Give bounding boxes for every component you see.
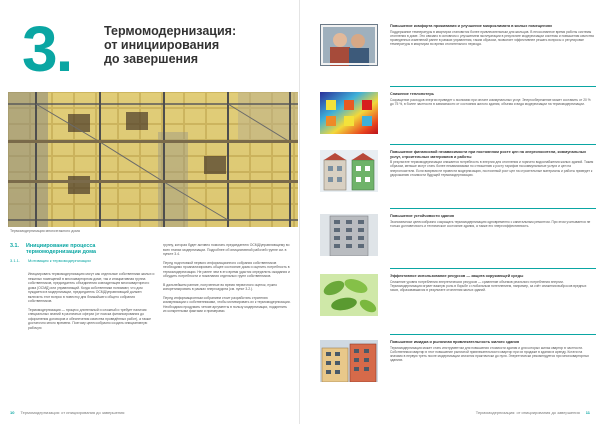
photo-caption: Термомодернизация многоэтажного дома	[10, 229, 80, 233]
benefit-text	[390, 214, 594, 256]
paragraph: Перед информационным собранием стоит разработать стратегию коммуникации с собственниками, чтобы мотивировать их к термомодернизации. Необходимо продумать четкие аргументы в пользу модернизации, подкрепить их конкретными фактами и примерами.	[163, 295, 291, 313]
subsection-number: 3.1.1.	[10, 258, 21, 264]
paragraph: группу, которая будет активно помогать председателю ОСМД/управляющему во всех этапах модернизации. Подробнее об инициативной рабочей группе см. в пункте 3.4.	[163, 243, 290, 256]
benefit-body: Сокращение расходов энергии приведет к экономии при оплате коммунальных услуг. Энергосбережение может составить от 20 % до 75 %, в более частности в зависимости от состояния жилого здания, объема и вида модернизации на термомодернизации.	[390, 97, 591, 106]
renovated-buildings-photo	[320, 340, 378, 382]
divider	[390, 334, 596, 335]
benefit-title: Повышение финансовой независимости при постоянном росте цен на энергоносители, коммунальных услуг, строительных материалов и работы	[390, 150, 587, 159]
benefit-item	[320, 150, 596, 192]
benefit-body: Экономически целесообразно сокращать термомодернизацию одновременно с капитальным ремонтом. При этом учитывается не только долговечность и техническое состояние здания, а также его энергоэффективность.	[390, 219, 591, 228]
thermal-image-photo	[320, 92, 378, 134]
body-column-a	[28, 272, 156, 334]
benefit-body: Снижение уровня потребления энергетических ресурсов — сравнение объемов реального потребления энергии. Термомодернизация играет важную роль в борьбе с глобальным потеплением, например, за счёт снижения выбросов вредных газов, образовавшихся в результате отопления жилых зданий.	[390, 279, 587, 293]
paragraph: Инициировать термомодернизацию могут как отдельные собственники жилых и нежилых помещений в многоквартирном доме, так и инициативная группа собственников, председатель объединения совладельцев многоквартирного дома (ОСМД) или управляющий. Когда собственники понимают, что дом нуждается в модернизации, председатель ОСМД/управляющий должен включить этот вопрос в повестку дня ближайшего общего собрания собственников.	[28, 272, 155, 303]
divider	[390, 208, 596, 209]
running-title: Термомодернизация: от инициирования до завершения	[20, 410, 125, 415]
section-title-text: Инициирование процесса термомодернизации дома	[26, 243, 97, 256]
body-column-b	[163, 243, 291, 318]
subsection-title-text: Мотивация к термомодернизации	[28, 258, 91, 264]
residents-window-photo	[320, 24, 378, 66]
benefit-item	[320, 24, 596, 66]
right-page	[300, 0, 600, 424]
benefit-title: Повышение устойчивости здания	[390, 214, 454, 218]
benefit-title: Повышение комфорта проживания и улучшение микроклимата в жилых помещениях	[390, 24, 553, 28]
page-number: 10	[10, 410, 15, 415]
benefit-text	[390, 150, 594, 192]
section-heading	[10, 243, 150, 263]
benefit-body: Термомодернизация может стать инструментом для повышения стоимости здания и для которых жилья квартир в частности. Собственники квартир в этот повышение рыночной привлекательности квартир при их продаже в здании в аренду. Кстати на значимо в первую треть после модернизации снизится практически до нуля. Энергетически рекомендуется при многоквартирных зданиях.	[390, 345, 590, 363]
page-footer	[10, 410, 124, 415]
divider	[390, 268, 596, 269]
divider	[390, 86, 596, 87]
page-footer	[476, 410, 590, 415]
benefit-text	[390, 340, 594, 382]
green-leaves-photo	[320, 274, 378, 316]
paragraph: Термомодернизация — процесс длительный и сложный и требует наличия специальных знаний в различных сферах (от поиска финансирования до оформления договоров и обеспечения качества проведённых работ), а также достаточно много времени. Поэтому целесообразно создать инициативную рабочую	[28, 307, 151, 330]
divider	[390, 144, 596, 145]
facade-renovation-photo	[320, 150, 378, 192]
benefit-item	[320, 340, 596, 382]
chapter-title	[104, 24, 294, 66]
benefit-text	[390, 274, 594, 316]
benefit-item	[320, 92, 596, 134]
paragraph: Перед подготовкой первого информационного собрания собственников необходимо проанализировать общее состояние дома и оценить потребность в термомодернизации. Не ранее чем в это время удастся определить ожидания и обсудить потребности и пожелания отдельных групп собственников.	[163, 260, 290, 278]
subsection-title	[10, 258, 150, 263]
benefit-title: Снижение теплопотерь	[390, 92, 435, 96]
benefit-body: В результате термомодернизации снижается потребность в энергии для отопления и горячего водоснабжения жилых зданий. Таким образом, меньше могут стать более независимыми по отношению к росту тарифов на коммунальные услуги и цен на энергоносители. Если вовремя не провести модернизацию, постоянный рост цен на строительные материалы и работы приведет к удорожанию стоимости будущей термомодернизации.	[390, 160, 594, 178]
insulation-scaffolding-photo	[8, 92, 298, 227]
chapter-title-line: до завершения	[104, 52, 199, 66]
benefit-body: Поддержание температуры в квартирах становится более привлекательным для жильцов. В неосознанное время работы системы отопления в доме. Это связано в основном с улучшением эксплуатации в результате модернизации системы и повышения качества проведенных изменений ранее в рамках управления, таким образом, позволяет эффективнее решать вопросы о регулировке температуры в квартирах во время отопительного периода.	[390, 29, 594, 47]
apartment-block-photo	[320, 214, 378, 256]
chapter-title-line: Термомодернизация:	[104, 24, 237, 38]
chapter-title-line: от инициирования	[104, 38, 220, 52]
page-number: 11	[585, 410, 590, 415]
paragraph: В дальнейшем ранние, полученные во время первичного оценок, нужно конкретизировать в рамках энергоаудита (см. пункт 3.2.).	[163, 282, 278, 291]
benefit-title: Повышение имиджа и рыночная привлекательность жилого здания	[390, 340, 520, 344]
benefit-title: Эффективное использование ресурсов — защита окружающей среды	[390, 274, 524, 278]
benefit-item	[320, 214, 596, 256]
benefit-item	[320, 274, 596, 316]
section-number: 3.1.	[10, 243, 19, 249]
section-title	[10, 243, 150, 255]
running-title: Термомодернизация: от инициирования до завершения	[475, 410, 580, 415]
benefit-text	[390, 24, 594, 66]
chapter-number: 3.	[22, 13, 72, 85]
benefit-text	[390, 92, 594, 134]
